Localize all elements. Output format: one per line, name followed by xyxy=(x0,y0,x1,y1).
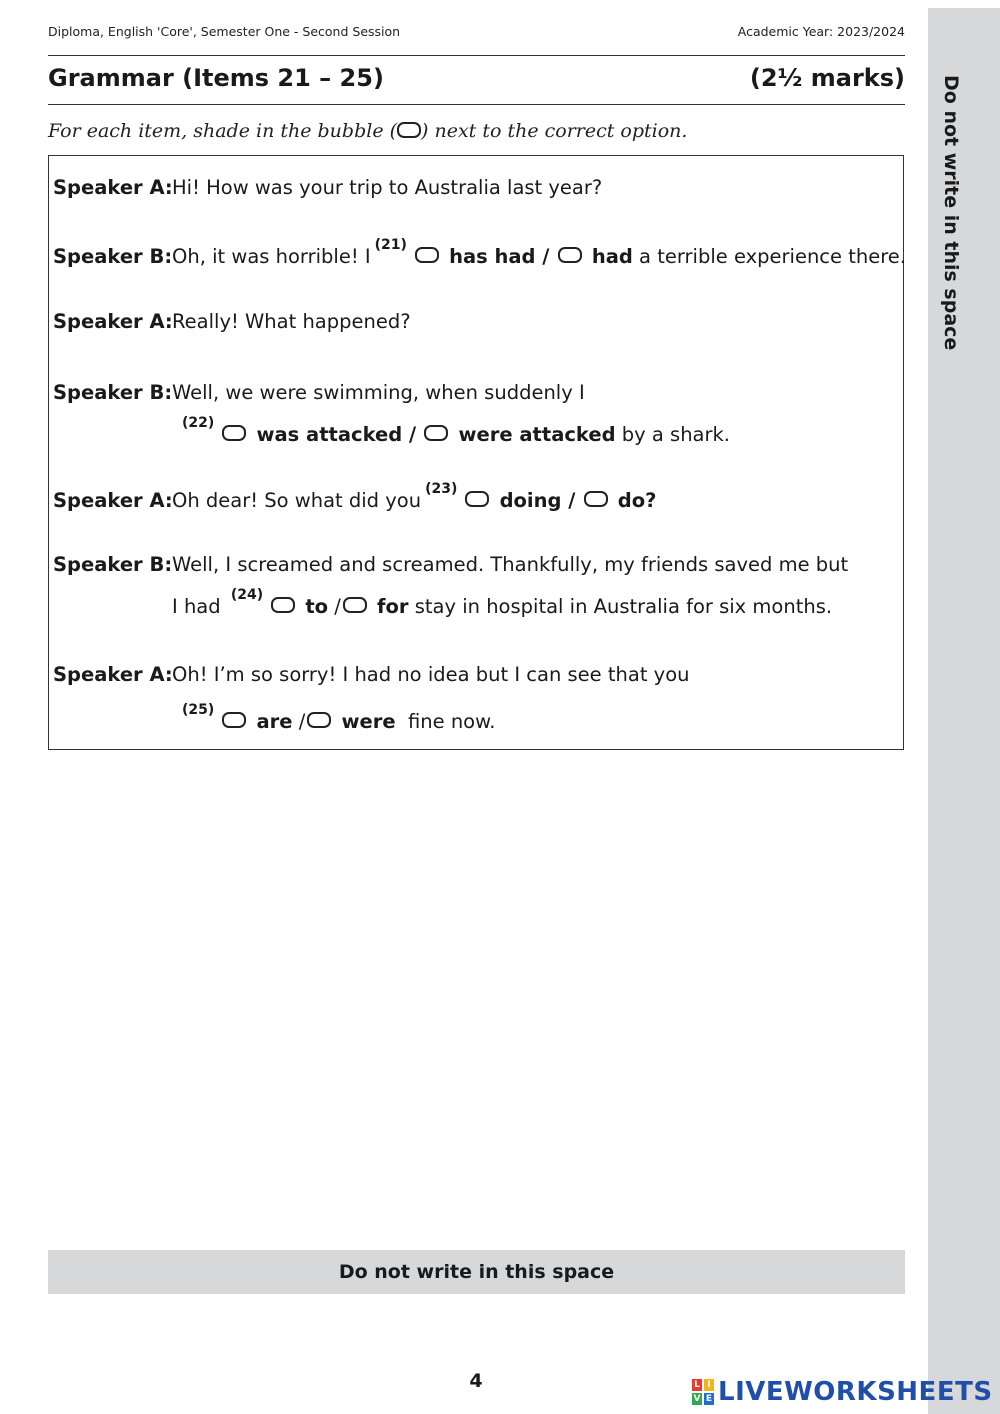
logo-mark-letter: L xyxy=(692,1379,702,1391)
instruction-text-start: For each item, shade in the bubble ( xyxy=(48,120,398,142)
page-number: 4 xyxy=(469,1370,483,1392)
option-22a: was attacked / xyxy=(256,423,417,446)
logo-mark-letter: E xyxy=(705,1394,713,1404)
instruction xyxy=(48,120,687,142)
option-23a: doing / xyxy=(499,489,576,512)
academic-year: Academic Year: 2023/2024 xyxy=(737,24,905,39)
item-number: (24) xyxy=(230,587,264,603)
dialogue-text: a terrible experience there. xyxy=(639,245,907,268)
dialogue-text: Really! What happened? xyxy=(172,310,411,333)
item-23-line xyxy=(172,481,657,512)
speaker-label: Speaker B: xyxy=(53,381,173,404)
speaker-label: Speaker B: xyxy=(53,245,173,268)
speaker-label: Speaker A: xyxy=(53,310,173,333)
dialogue-text: Well, we were swimming, when suddenly I xyxy=(172,381,585,404)
footer-notice: Do not write in this space xyxy=(48,1250,905,1294)
item-number: (21) xyxy=(374,237,407,253)
speaker-label: Speaker B: xyxy=(53,553,173,576)
answer-bubble-25a[interactable] xyxy=(222,712,246,728)
dialogue-text: Oh, it was horrible! I xyxy=(172,245,371,268)
item-number: (25) xyxy=(182,702,215,718)
liveworksheets-logo xyxy=(692,1376,992,1408)
item-22-line xyxy=(178,415,731,446)
sidebar-notice: Do not write in this space xyxy=(940,75,962,351)
option-24a: to xyxy=(305,595,329,618)
logo-mark-letter: V xyxy=(693,1394,701,1404)
instruction-text-end: ) next to the correct option. xyxy=(421,120,688,142)
answer-bubble-23b[interactable] xyxy=(584,491,608,507)
item-21-line xyxy=(172,237,907,268)
bubble-example-icon xyxy=(397,122,421,138)
option-separator: / xyxy=(298,710,306,733)
speaker-label: Speaker A: xyxy=(53,176,173,199)
dialogue-text: I had xyxy=(172,595,221,618)
dialogue-text: fine now. xyxy=(407,710,496,733)
option-24b: for xyxy=(377,595,409,618)
option-21a: has had / xyxy=(449,245,550,268)
answer-bubble-21b[interactable] xyxy=(558,247,582,263)
item-25-line xyxy=(178,702,496,733)
answer-bubble-22b[interactable] xyxy=(424,425,448,441)
answer-bubble-25b[interactable] xyxy=(307,712,331,728)
speaker-label: Speaker A: xyxy=(53,489,173,512)
title-rule xyxy=(48,104,905,105)
logo-mark-icon xyxy=(692,1379,714,1405)
answer-bubble-24b[interactable] xyxy=(343,597,367,613)
item-number: (22) xyxy=(182,415,215,431)
top-rule xyxy=(48,55,905,56)
logo-mark-letter: I xyxy=(704,1379,714,1391)
option-23b: do? xyxy=(617,489,657,512)
dialogue-text: by a shark. xyxy=(621,423,731,446)
option-22b: were attacked xyxy=(458,423,616,446)
dialogue-text: Oh! I’m so sorry! I had no idea but I can see that you xyxy=(172,663,690,686)
option-21b: had xyxy=(591,245,633,268)
margin-sidebar xyxy=(928,8,1000,1414)
item-number: (23) xyxy=(425,481,458,497)
answer-bubble-21a[interactable] xyxy=(415,247,439,263)
dialogue-text: stay in hospital in Australia for six months. xyxy=(414,595,833,618)
item-24-line xyxy=(172,587,833,618)
option-25a: are xyxy=(256,710,293,733)
dialogue-text: Oh dear! So what did you xyxy=(172,489,422,512)
logo-text: LIVEWORKSHEETS xyxy=(718,1377,993,1407)
dialogue-text: Hi! How was your trip to Australia last year? xyxy=(172,176,603,199)
dialogue-text: Well, I screamed and screamed. Thankfully, my friends saved me but xyxy=(172,553,849,576)
option-25b: were xyxy=(341,710,396,733)
speaker-label: Speaker A: xyxy=(53,663,173,686)
answer-bubble-24a[interactable] xyxy=(271,597,295,613)
section-marks: (2½ marks) xyxy=(749,64,905,92)
section-title: Grammar (Items 21 – 25) xyxy=(48,64,384,92)
option-separator: / xyxy=(334,595,341,618)
answer-bubble-23a[interactable] xyxy=(465,491,489,507)
exam-header-left: Diploma, English 'Core', Semester One - Second Session xyxy=(48,24,401,39)
answer-bubble-22a[interactable] xyxy=(222,425,246,441)
